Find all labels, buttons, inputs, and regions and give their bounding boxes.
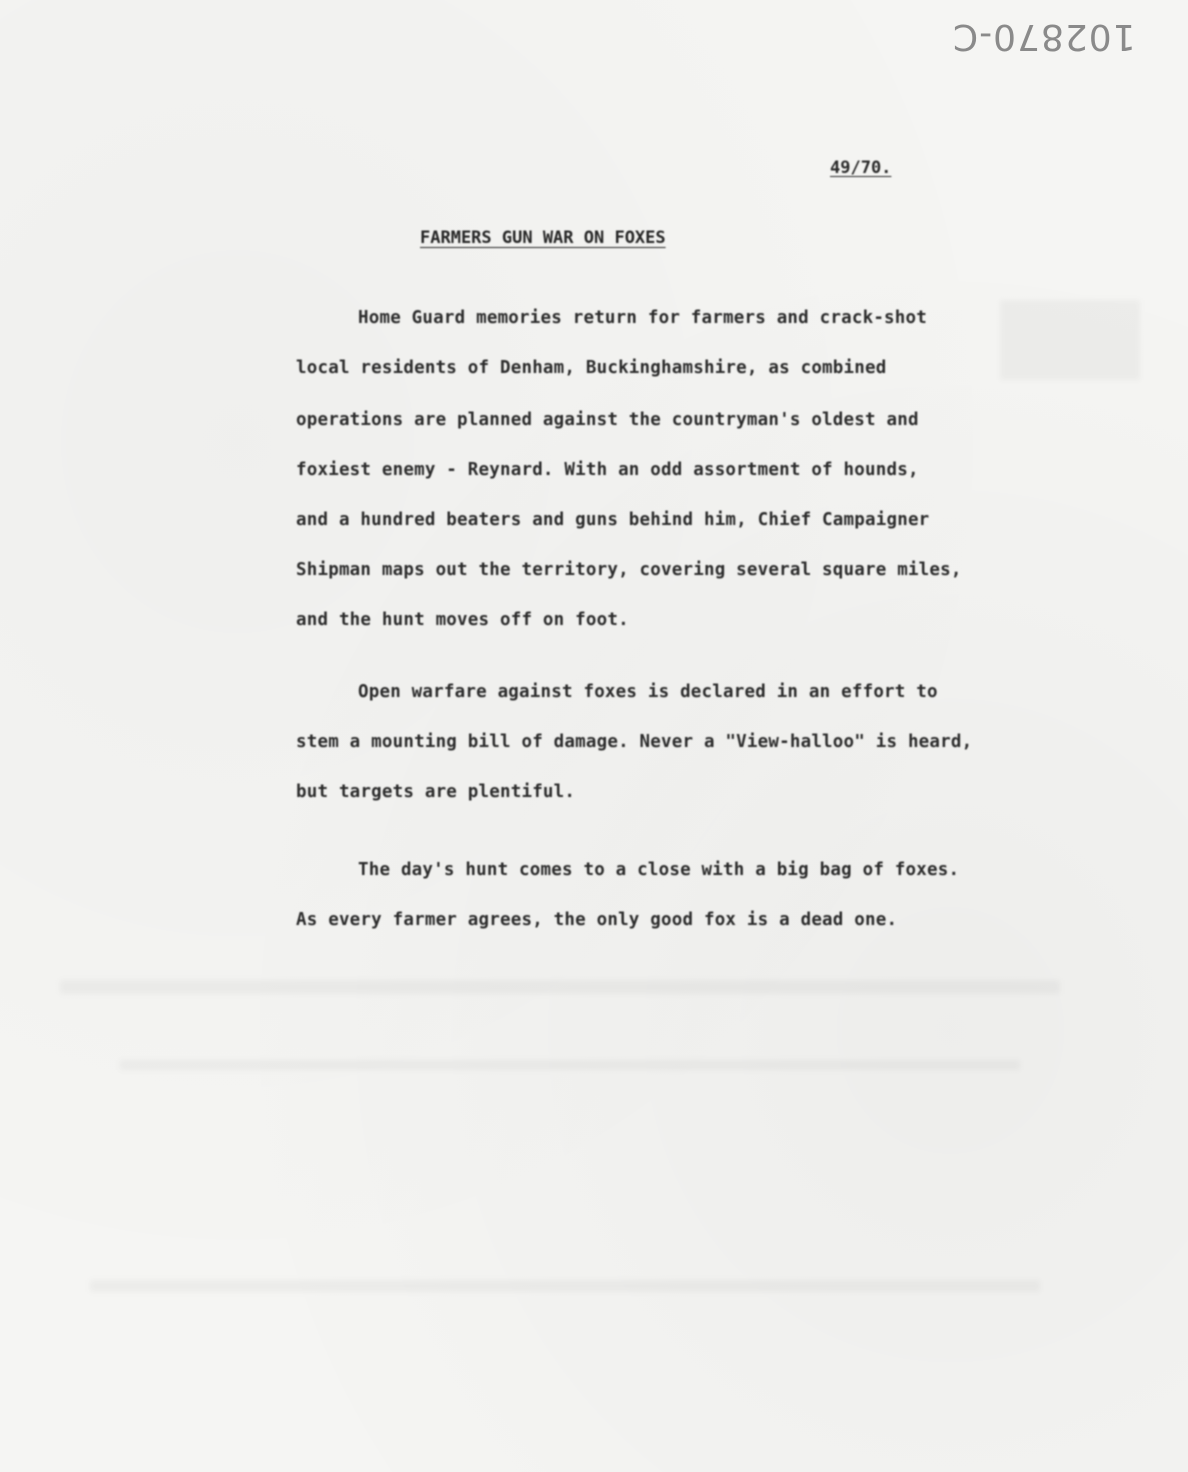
bleed-through-mark — [90, 1280, 1040, 1292]
text-line: Shipman maps out the territory, covering several square miles, — [296, 560, 962, 580]
text-line: The day's hunt comes to a close with a big bag of foxes. — [358, 860, 960, 880]
text-line: stem a mounting bill of damage. Never a "View-halloo" is heard, — [296, 732, 973, 752]
text-line: and a hundred beaters and guns behind him, Chief Campaigner — [296, 510, 930, 530]
text-line: Open warfare against foxes is declared in an effort to — [358, 682, 938, 702]
text-line: As every farmer agrees, the only good fox is a dead one. — [296, 910, 898, 930]
bleed-through-mark — [1000, 300, 1140, 380]
bleed-through-mark — [60, 980, 1060, 994]
text-line: local residents of Denham, Buckinghamshire, as combined — [296, 358, 887, 378]
reference-number: 49/70. — [830, 158, 892, 178]
text-line: Home Guard memories return for farmers and crack-shot — [358, 308, 928, 328]
archive-number: 102870-C — [952, 16, 1136, 57]
bleed-through-mark — [120, 1060, 1020, 1070]
text-line: but targets are plentiful. — [296, 782, 576, 802]
text-line: and the hunt moves off on foot. — [296, 610, 629, 630]
text-line: operations are planned against the countryman's oldest and — [296, 410, 919, 430]
text-line: foxiest enemy - Reynard. With an odd assortment of hounds, — [296, 460, 919, 480]
headline: FARMERS GUN WAR ON FOXES — [420, 228, 666, 248]
